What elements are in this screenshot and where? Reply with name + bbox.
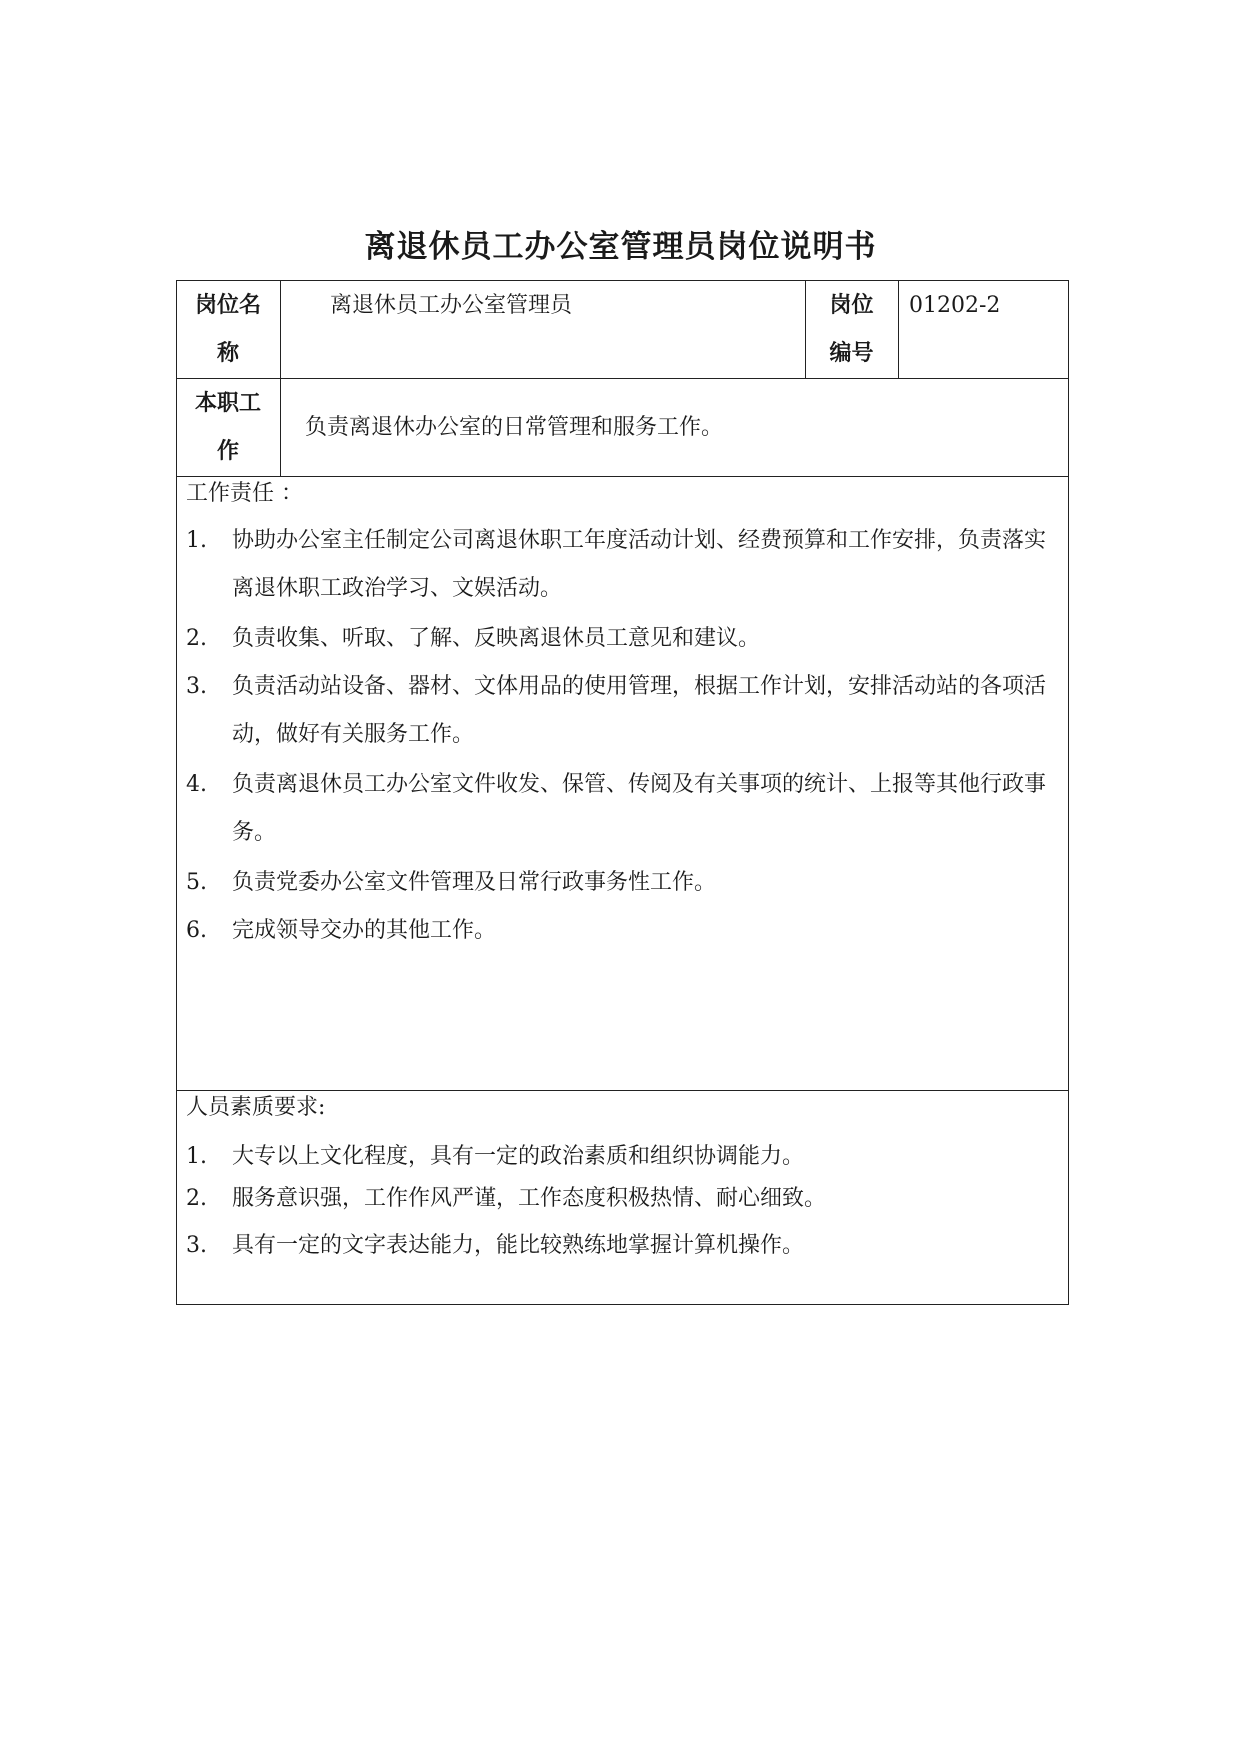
requirements-heading: 人员素质要求:	[186, 1095, 326, 1120]
responsibilities-heading: 工作责任 ：	[186, 481, 303, 506]
requirement-text: 大专以上文化程度，具有一定的政治素质和组织协调能力。	[232, 1144, 805, 1169]
requirement-number: 2.	[186, 1186, 207, 1211]
requirement-text: 具有一定的文字表达能力，能比较熟练地掌握计算机操作。	[232, 1233, 805, 1258]
position-name-label-line2: 称	[216, 341, 239, 366]
requirement-text: 服务意识强，工作作风严谨，工作态度积极热情、耐心细致。	[232, 1186, 827, 1211]
responsibility-item	[186, 859, 1066, 907]
main-duty-label	[176, 380, 280, 476]
responsibility-text: 负责离退休员工办公室文件收发、保管、传阅及有关事项的统计、上报等其他行政事务。	[232, 772, 1047, 845]
requirement-item	[186, 1222, 1066, 1270]
responsibility-text: 协助办公室主任制定公司离退休职工年度活动计划、经费预算和工作安排，负责落实离退休职工政治学习、文娱活动。	[232, 528, 1047, 601]
row-divider-2	[176, 476, 1069, 477]
responsibility-item	[186, 663, 1066, 759]
col-divider-code-value	[898, 280, 899, 379]
responsibility-item	[186, 907, 1066, 955]
responsibility-number: 3.	[186, 674, 207, 699]
requirement-number: 3.	[186, 1233, 207, 1258]
requirement-number: 1.	[186, 1144, 207, 1169]
responsibility-item	[186, 615, 1066, 663]
responsibility-number: 2.	[186, 626, 207, 651]
responsibility-number: 1.	[186, 528, 207, 553]
responsibility-item	[186, 517, 1066, 613]
responsibility-number: 6.	[186, 918, 207, 943]
position-code-label-line1: 岗位	[829, 293, 874, 318]
responsibility-text: 负责党委办公室文件管理及日常行政事务性工作。	[232, 870, 717, 895]
position-name-label-line1: 岗位名	[194, 293, 261, 318]
main-duty-label-line2: 作	[216, 439, 239, 464]
responsibility-text: 负责活动站设备、器材、文体用品的使用管理，根据工作计划，安排活动站的各项活动，做好有关服务工作。	[232, 674, 1047, 747]
main-duty-label-line1: 本职工	[194, 391, 261, 416]
main-duty-value: 负责离退休办公室的日常管理和服务工作。	[305, 415, 724, 440]
row-divider-1	[176, 378, 1069, 379]
responsibility-text: 完成领导交办的其他工作。	[232, 918, 497, 943]
col-divider-label	[280, 280, 281, 477]
responsibility-text: 负责收集、听取、了解、反映离退休员工意见和建议。	[232, 626, 761, 651]
position-name-label	[176, 282, 280, 378]
position-code-value: 01202-2	[909, 293, 1001, 318]
page-title: 离退休员工办公室管理员岗位说明书	[364, 229, 877, 265]
responsibility-number: 4.	[186, 772, 207, 797]
requirement-item	[186, 1133, 1066, 1181]
position-code-label	[805, 282, 898, 378]
responsibility-number: 5.	[186, 870, 207, 895]
position-code-label-line2: 编号	[829, 341, 874, 366]
position-name-value: 离退休员工办公室管理员	[330, 293, 573, 318]
responsibility-item	[186, 761, 1066, 857]
requirement-item	[186, 1175, 1066, 1223]
